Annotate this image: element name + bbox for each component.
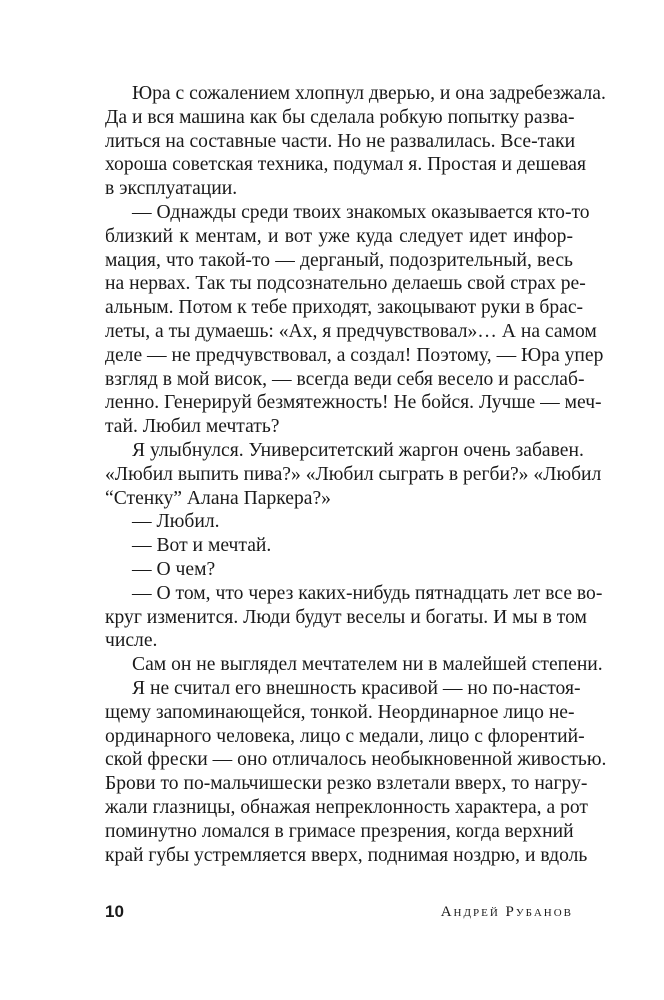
text-line: — О том, что через каких-нибудь пятнадцать лет все во-: [132, 582, 603, 604]
text-line: ленно. Генерируй безмятежность! Не бойся. Лучше — меч-: [105, 392, 602, 414]
page-number: 10: [105, 902, 124, 921]
text-line: альным. Потом к тебе приходят, закоцывают руки в брас-: [105, 297, 584, 319]
text-line: круг изменится. Люди будут веселы и богаты. И мы в том: [105, 606, 587, 628]
body-text: [105, 82, 607, 867]
text-line: числе.: [105, 630, 158, 652]
text-line: Юра с сожалением хлопнул дверью, и она задребезжала.: [132, 83, 606, 104]
text-line: «Любил выпить пива?» «Любил сыграть в регби?» «Любил: [105, 463, 602, 485]
text-line: Да и вся машина как бы сделала робкую попытку разва-: [105, 106, 575, 128]
text-line: мация, что такой-то — дерганый, подозрительный, весь: [105, 249, 573, 271]
text-line: тай. Любил мечтать?: [105, 416, 280, 438]
text-line: ской фрески — оно отличалось необыкновенной живостью.: [105, 749, 607, 771]
text-line: “Стенку” Алана Паркера?»: [105, 487, 331, 509]
text-line: жали глазницы, обнажая непреклонность характера, а рот: [105, 796, 588, 818]
text-line: край губы устремляется вверх, поднимая ноздрю, и вдоль: [105, 844, 588, 866]
text-line: Я не считал его внешность красивой — но по-настоя-: [132, 677, 581, 699]
text-line: щему запоминающейся, тонкой. Неординарное лицо не-: [105, 701, 575, 723]
text-line: — Любил.: [132, 511, 220, 533]
text-line: поминутно ломался в гримасе презрения, когда верхний: [105, 820, 574, 842]
text-line: на нервах. Так ты подсознательно делаешь свой страх ре-: [105, 273, 586, 295]
text-line: деле — не предчувствовал, а создал! Поэтому, — Юра упер: [105, 344, 604, 366]
text-line: — О чем?: [132, 558, 216, 580]
text-line: — Вот и мечтай.: [132, 535, 272, 557]
page-footer: [105, 902, 573, 924]
text-line: — Однажды среди твоих знакомых оказывается кто-то: [132, 201, 590, 223]
text-line: Брови то по-мальчишески резко взлетали вверх, то нагру-: [105, 773, 588, 795]
text-line: близкий к ментам, и вот уже куда следует идет инфор-: [105, 225, 573, 247]
running-author: Андрей Рубанов: [440, 904, 573, 920]
text-line: Сам он не выглядел мечтателем ни в малейшей степени.: [132, 654, 603, 676]
text-line: леты, а ты думаешь: «Ах, я предчувствовал»… А на самом: [105, 320, 597, 342]
text-line: взгляд в мой висок, — всегда веди себя весело и расслаб-: [105, 368, 585, 390]
text-line: хороша советская техника, подумал я. Простая и дешевая: [105, 154, 586, 176]
text-line: Я улыбнулся. Университетский жаргон очень забавен.: [132, 439, 584, 461]
text-line: ординарного человека, лицо с медали, лицо с флорентий-: [105, 725, 585, 747]
text-line: литься на составные части. Но не развалилась. Все-таки: [105, 130, 576, 152]
text-line: в эксплуатации.: [105, 178, 238, 200]
